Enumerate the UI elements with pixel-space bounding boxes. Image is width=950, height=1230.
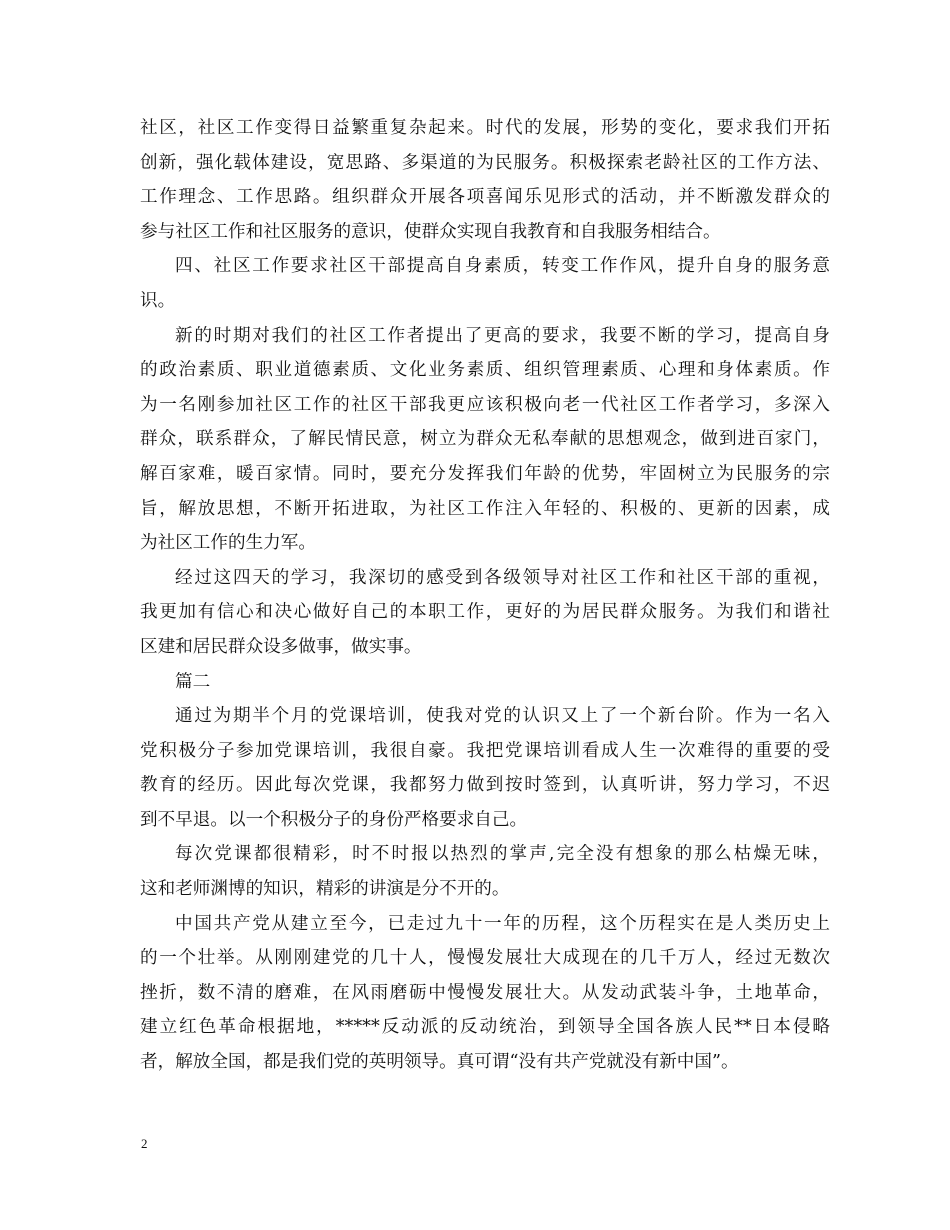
text-line: 四、社区工作要求社区干部提高自身素质，转变工作作风，提升自身的服务意 bbox=[175, 256, 830, 277]
text-line: 参与社区工作和社区服务的意识，使群众实现自我教育和自我服务相结合。 bbox=[140, 221, 721, 242]
text-line: 解百家难，暖百家情。同时，要充分发挥我们年龄的优势，牢固树立为民服务的宗 bbox=[140, 463, 830, 484]
page-number: 2 bbox=[141, 1136, 148, 1151]
text-line: 每次党课都很精彩，时不时报以热烈的掌声,完全没有想象的那么枯燥无味， bbox=[175, 844, 830, 865]
text-line: 区建和居民群众设多做事，做实事。 bbox=[140, 636, 422, 657]
text-line: 工作理念、工作思路。组织群众开展各项喜闻乐见形式的活动，并不断激发群众的 bbox=[140, 187, 830, 208]
text-line: 为一名刚参加社区工作的社区干部我更应该积极向老一代社区工作者学习，多深入 bbox=[140, 394, 830, 415]
text-line: 新的时期对我们的社区工作者提出了更高的要求，我要不断的学习，提高自身 bbox=[175, 325, 830, 346]
text-line: 旨，解放思想，不断开拓进取，为社区工作注入年轻的、积极的、更新的因素，成 bbox=[140, 498, 830, 519]
body-text bbox=[140, 111, 830, 1080]
text-line: 教育的经历。因此每次党课，我都努力做到按时签到，认真听讲，努力学习，不迟 bbox=[140, 775, 830, 796]
text-line: 通过为期半个月的党课培训，使我对党的认识又上了一个新台阶。作为一名入 bbox=[175, 706, 830, 727]
text-line: 篇二 bbox=[175, 671, 211, 692]
text-line: 到不早退。以一个积极分子的身份严格要求自己。 bbox=[140, 809, 528, 830]
text-line: 中国共产党从建立至今，已走过九十一年的历程，这个历程实在是人类历史上 bbox=[175, 913, 830, 934]
text-line: 这和老师渊博的知识，精彩的讲演是分不开的。 bbox=[140, 879, 510, 900]
text-line: 经过这四天的学习，我深切的感受到各级领导对社区工作和社区干部的重视， bbox=[175, 567, 830, 588]
text-line: 者，解放全国，都是我们党的英明领导。真可谓“没有共产党就没有新中国”。 bbox=[140, 1052, 739, 1073]
text-line: 我更加有信心和决心做好自己的本职工作，更好的为居民群众服务。为我们和谐社 bbox=[140, 602, 830, 623]
text-line: 社区，社区工作变得日益繁重复杂起来。时代的发展，形势的变化，要求我们开拓 bbox=[140, 118, 830, 138]
text-line: 挫折，数不清的磨难，在风雨磨砺中慢慢发展壮大。从发动武装斗争，土地革命， bbox=[140, 982, 830, 1003]
text-line: 的一个壮举。从刚刚建党的几十人，慢慢发展壮大成现在的几千万人，经过无数次 bbox=[140, 948, 830, 969]
text-line: 群众，联系群众，了解民情民意，树立为群众无私奉献的思想观念，做到进百家门， bbox=[140, 429, 830, 450]
text-line: 建立红色革命根据地，*****反动派的反动统治，到领导全国各族人民**日本侵略 bbox=[140, 1017, 830, 1038]
text-line: 识。 bbox=[140, 290, 176, 311]
text-line: 的政治素质、职业道德素质、文化业务素质、组织管理素质、心理和身体素质。作 bbox=[140, 360, 830, 381]
text-line: 创新，强化载体建设，宽思路、多渠道的为民服务。积极探索老龄社区的工作方法、 bbox=[140, 152, 830, 173]
text-line: 党积极分子参加党课培训，我很自豪。我把党课培训看成人生一次难得的重要的受 bbox=[140, 740, 830, 761]
text-line: 为社区工作的生力军。 bbox=[140, 533, 316, 554]
